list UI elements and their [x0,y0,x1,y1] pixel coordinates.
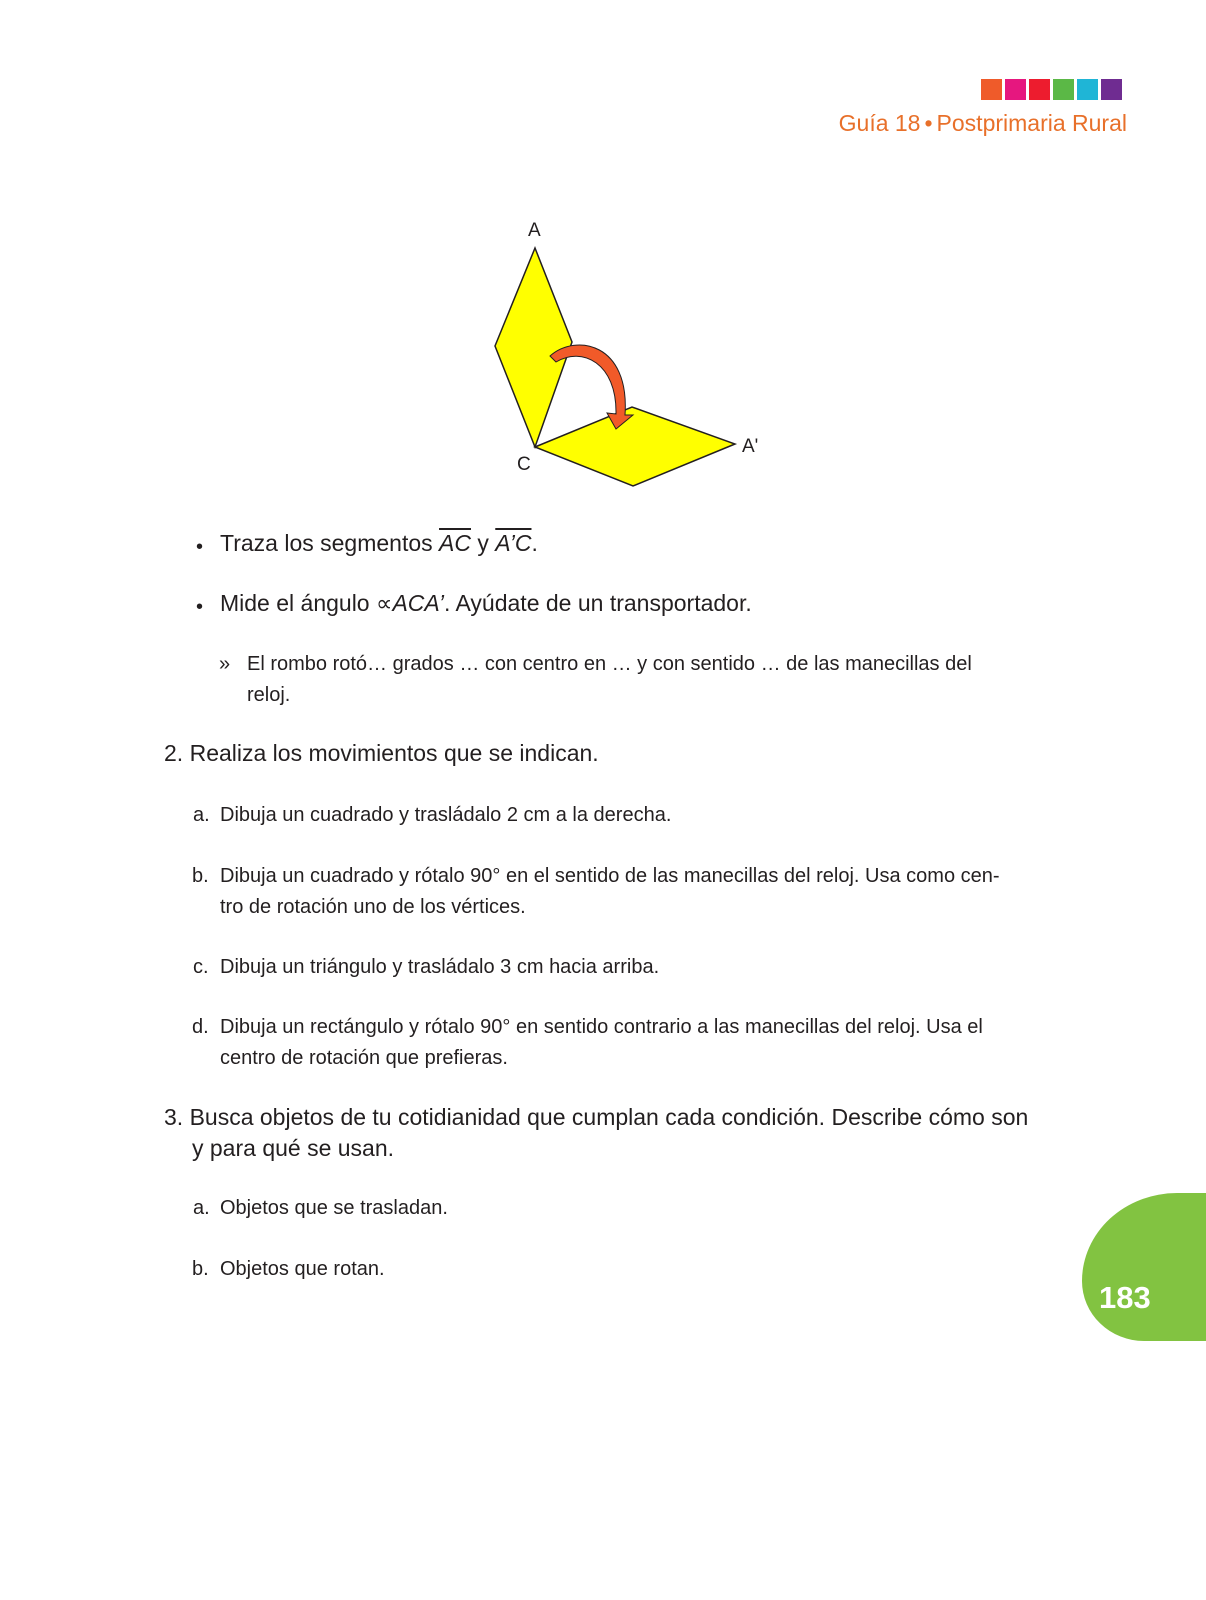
section-3-heading-cont: y para qué se usan. [192,1135,395,1161]
label-a-prime: A' [742,436,759,457]
segment-ac: $\overline{AC}$ [439,530,471,556]
angle-symbol: ∝ [376,590,393,616]
bullet-marker: • [196,536,204,558]
angle-name: ACA’ [392,590,444,616]
section-number: 3. [164,1104,184,1130]
item-text: Dibuja un cuadrado y trasládalo 2 cm a la derecha. [220,804,672,826]
bullet-text: . [531,530,538,556]
section-title: Busca objetos de tu cotidianidad que cumplan cada condición. Describe cómo son [189,1104,1029,1130]
bullet-marker: • [196,596,204,618]
item-text: Dibuja un rectángulo y rótalo 90° en sentido contrario a las manecillas del reloj. Usa el [220,1016,983,1038]
sub-bullet-line: reloj. [247,684,291,706]
bullet-text: y [470,530,496,556]
item-text: Dibuja un triángulo y trasládalo 3 cm hacia arriba. [220,956,660,978]
item-letter: a. [193,1197,210,1219]
header-separator: • [924,110,933,136]
section-3-heading [164,1104,1028,1131]
item-text: Objetos que se trasladan. [220,1197,448,1219]
item-letter: b. [192,865,209,887]
page-number: 183 [1099,1280,1151,1315]
item-text: tro de rotación uno de los vértices. [220,896,526,918]
series-label: Postprimaria Rural [936,110,1127,136]
section-title: Realiza los movimientos que se indican. [189,740,599,766]
item-letter: b. [192,1258,209,1280]
item-letter: a. [193,804,210,826]
item-text: centro de rotación que prefieras. [220,1047,508,1069]
item-letter: c. [193,956,209,978]
guide-label: Guía 18 [838,110,921,136]
segment-a-prime-c: A’C [495,530,532,556]
sub-bullet-marker: » [219,653,231,675]
label-c: C [517,454,531,475]
bullet-text: Traza los segmentos [220,530,440,556]
bullet-measure-angle [220,590,752,617]
section-2-heading [164,740,599,767]
item-letter: d. [192,1016,209,1038]
label-a: A [528,220,541,241]
section-number: 2. [164,740,184,766]
bullet-text: . Ayúdate de un transportador. [444,590,752,616]
sub-bullet-line: El rombo rotó… grados … con centro en … y con sentido … de las manecillas del [247,653,972,675]
item-text: Objetos que rotan. [220,1258,385,1280]
item-text: Dibuja un cuadrado y rótalo 90° en el sentido de las manecillas del reloj. Usa como cen- [220,865,1000,887]
bullet-text: Mide el ángulo [220,590,376,616]
bullet-trace-segments [220,530,538,557]
